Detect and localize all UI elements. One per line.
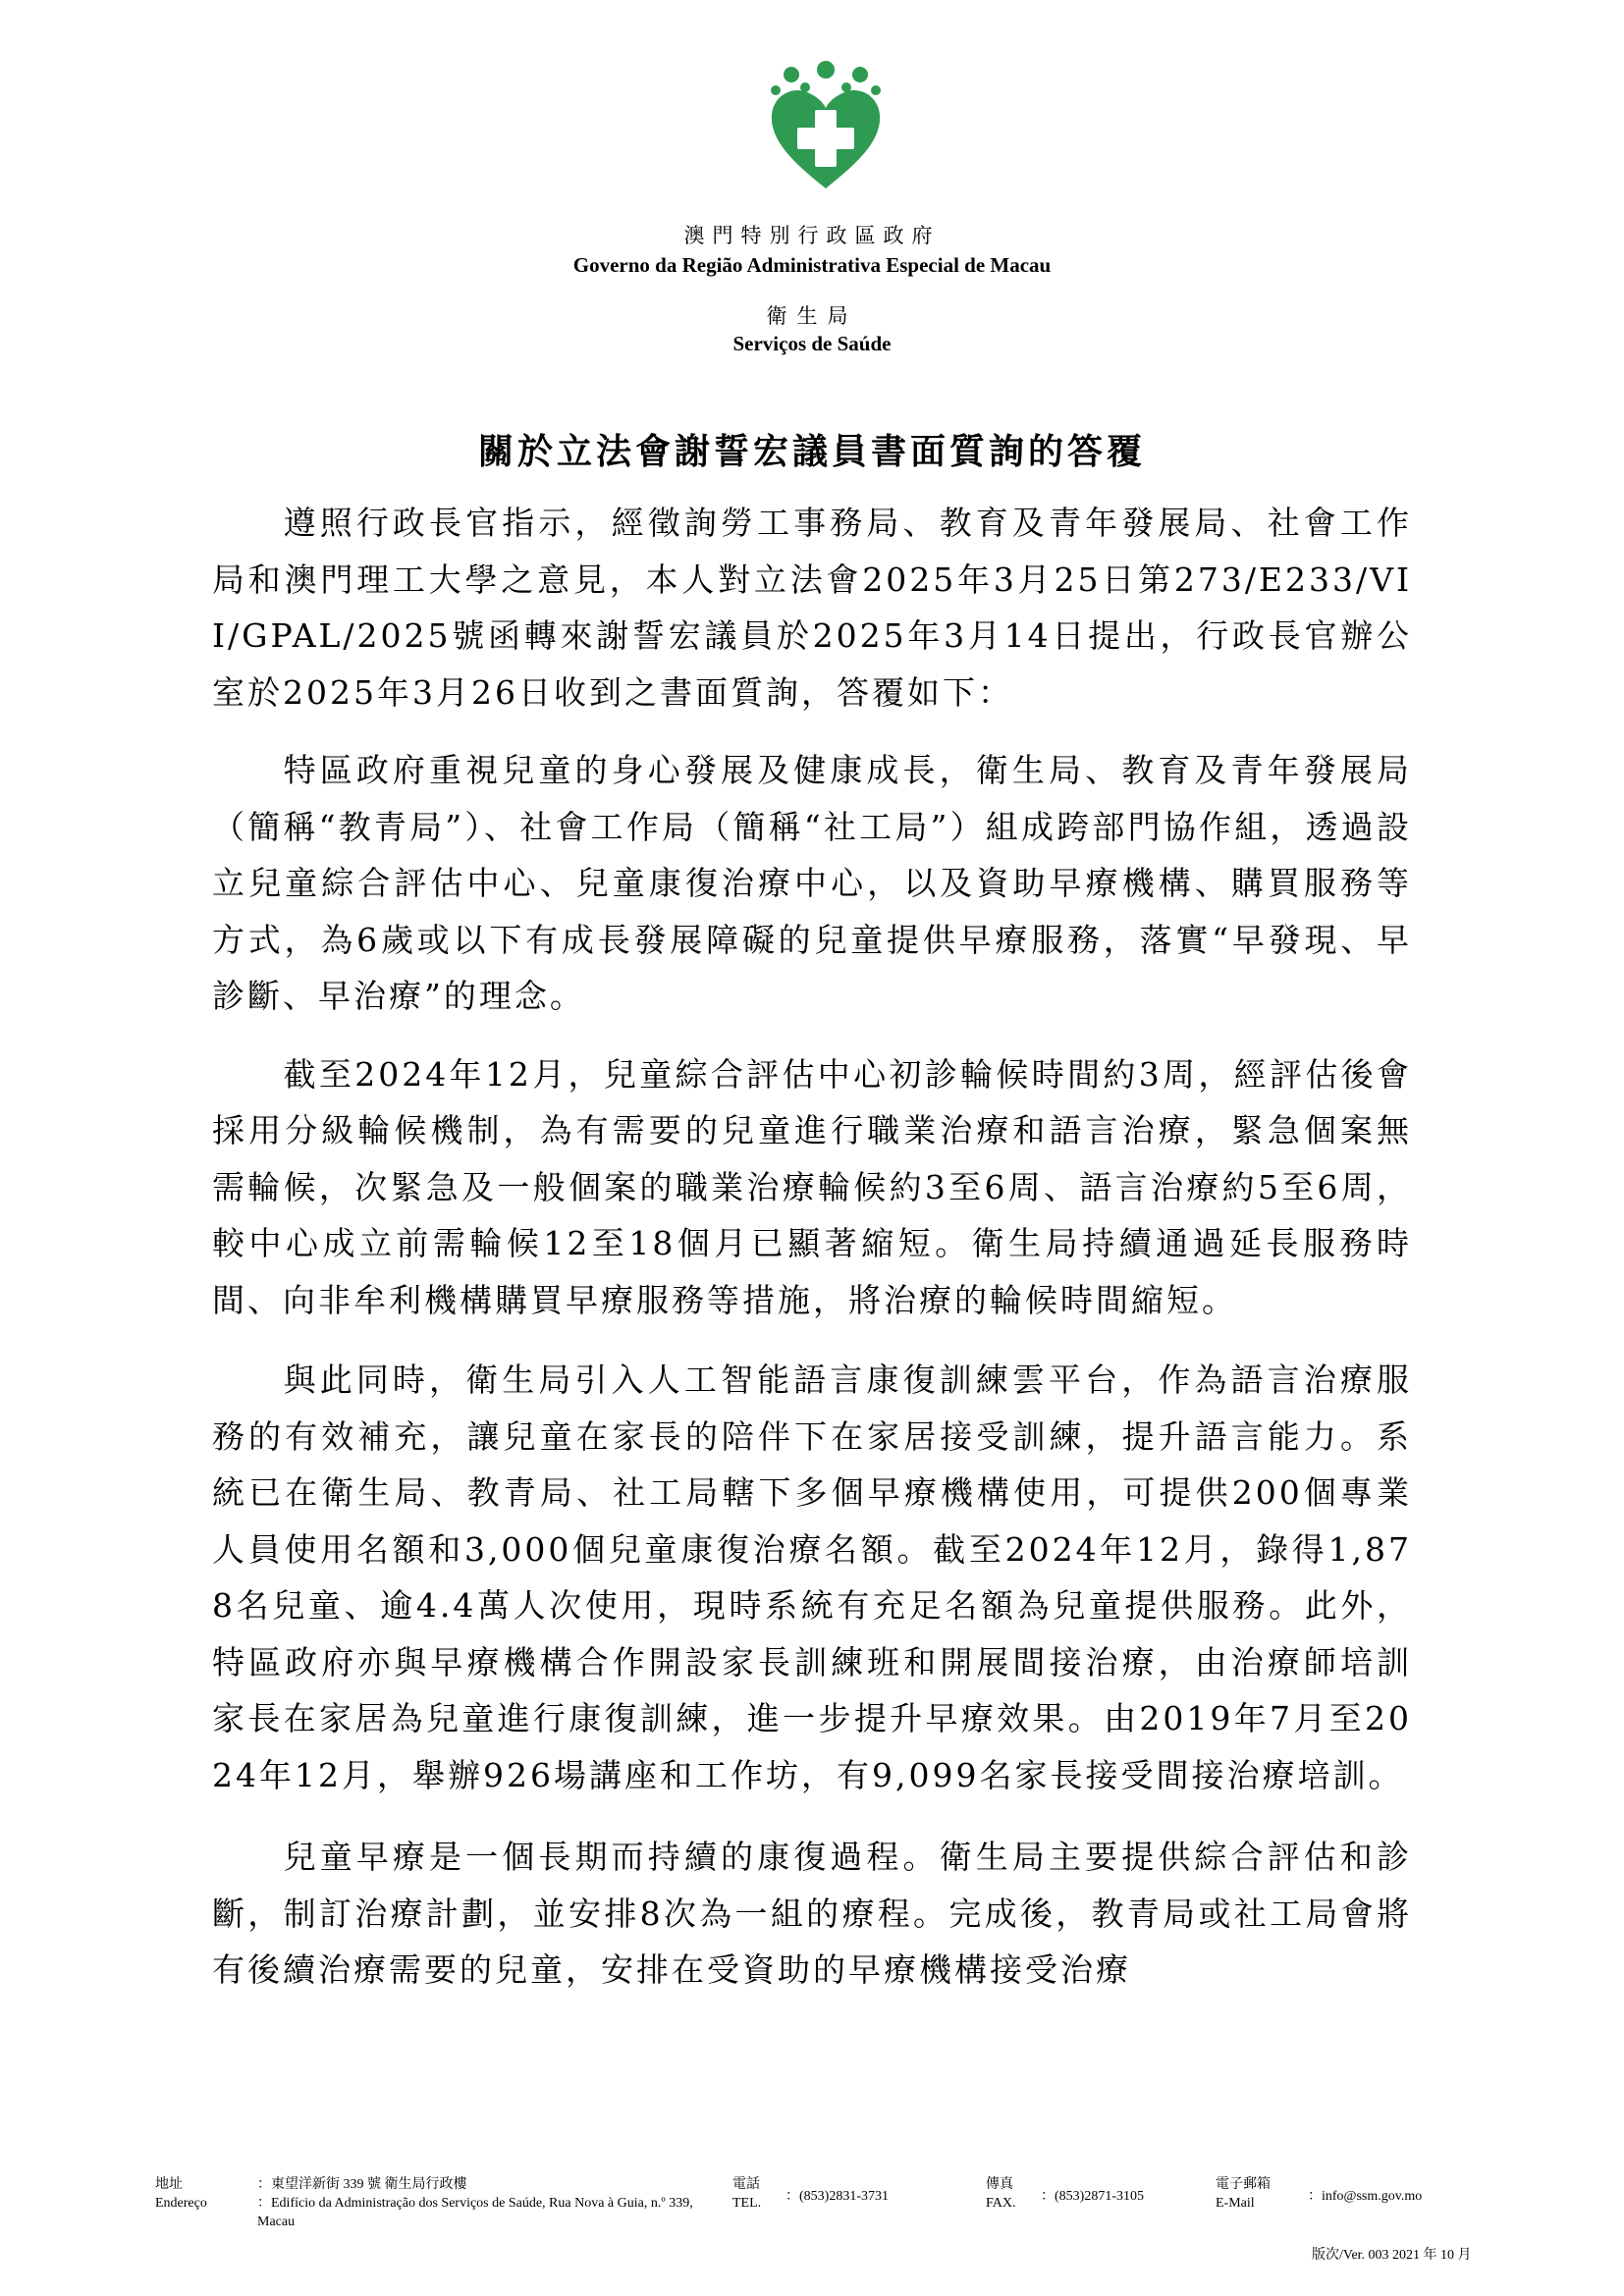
tel-value: ：(853)2831-3731 <box>785 2189 889 2204</box>
org-name-pt: Governo da Região Administrativa Especial de Macau <box>572 253 1052 277</box>
paragraph-early-intervention: 特區政府重視兒童的身心發展及健康成長，衛生局、教育及青年發展局（簡稱“教青局”）、社會工作局（簡稱“社工局”）組成跨部門協作組，透過設立兒童綜合評估中心、兒童康復治療中心，以及資助早療機構、購買服務等方式，為6歲或以下有成長發展障礙的兒童提供早療服務，落實“早發現、早診斷、早治療”的理念。 <box>212 751 1412 1015</box>
document-title: 關於立法會謝誓宏議員書面質詢的答覆 <box>477 431 1146 472</box>
email-link[interactable]: ：info@ssm.gov.mo <box>1308 2189 1423 2204</box>
address-label: 地址 Endereço <box>155 2177 207 2211</box>
org-name-zh: 澳門特別行政區政府 <box>683 224 941 247</box>
version-label: 版次/Ver. 003 2021 年 10 月 <box>1312 2248 1472 2263</box>
tel-label: 電話 TEL. <box>732 2177 762 2211</box>
ssm-logo-icon <box>766 61 886 190</box>
paragraph-ai-platform: 與此同時，衛生局引入人工智能語言康復訓練雲平台，作為語言治療服務的有效補充，讓兒童在家長的陪伴下在家居接受訓練，提升語言能力。系統已在衛生局、教青局、社工局轄下多個早療機構使用，可提供200個專業人員使用名額和3,000個兒童康復治療名額。截至2024年12月，錄得1,878名兒童、逾4.4萬人次使用，現時系統有充足名額為兒童提供服務。此外，特區政府亦與早療機構合作開設家長訓練班和開展間接治療，由治療師培訓家長在家居為兒童進行康復訓練，進一步提升早療效果。由2019年7月至2024年12月，舉辦926場講座和工作坊，有9,099名家長接受間接治療培訓。 <box>212 1361 1412 1794</box>
dept-name-zh: 衛生局 <box>766 304 858 328</box>
document-body <box>212 495 1412 2026</box>
paragraph-rehab-process: 兒童早療是一個長期而持續的康復過程。衛生局主要提供綜合評估和診斷，制訂治療計劃，並安排8次為一組的療程。完成後，教青局或社工局會將有後續治療需要的兒童，安排在受資助的早療機構接受治療 <box>212 1838 1412 1989</box>
fax-value: ：(853)2871-3105 <box>1041 2189 1144 2204</box>
paragraph-waiting-time: 截至2024年12月，兒童綜合評估中心初診輪候時間約3周，經評估後會採用分級輪候機制，為有需要的兒童進行職業治療和語言治療，緊急個案無需輪候，次緊急及一般個案的職業治療輪候約3至6周、語言治療約5至6周，較中心成立前需輪候12至18個月已顯著縮短。衛生局持續通過延長服務時間、向非牟利機構購買早療服務等措施，將治療的輪候時間縮短。 <box>212 1054 1412 1319</box>
dept-name-pt: Serviços de Saúde <box>732 332 892 355</box>
address-value: ：東望洋新街 339 號 衛生局行政樓 ：Edifício da Administração dos Serviços de Saúde, Rua Nova à Guia, n.º 339, Macau <box>257 2177 693 2229</box>
paragraph-intro: 遵照行政長官指示，經徵詢勞工事務局、教育及青年發展局、社會工作局和澳門理工大學之意見，本人對立法會2025年3月25日第273/E233/VII/GPAL/2025號函轉來謝誓宏議員於2025年3月14日提出，行政長官辦公室於2025年3月26日收到之書面質詢，答覆如下： <box>212 504 1412 712</box>
fax-label: 傳真 FAX. <box>986 2177 1016 2211</box>
email-label: 電子郵箱 E-Mail <box>1216 2177 1271 2211</box>
